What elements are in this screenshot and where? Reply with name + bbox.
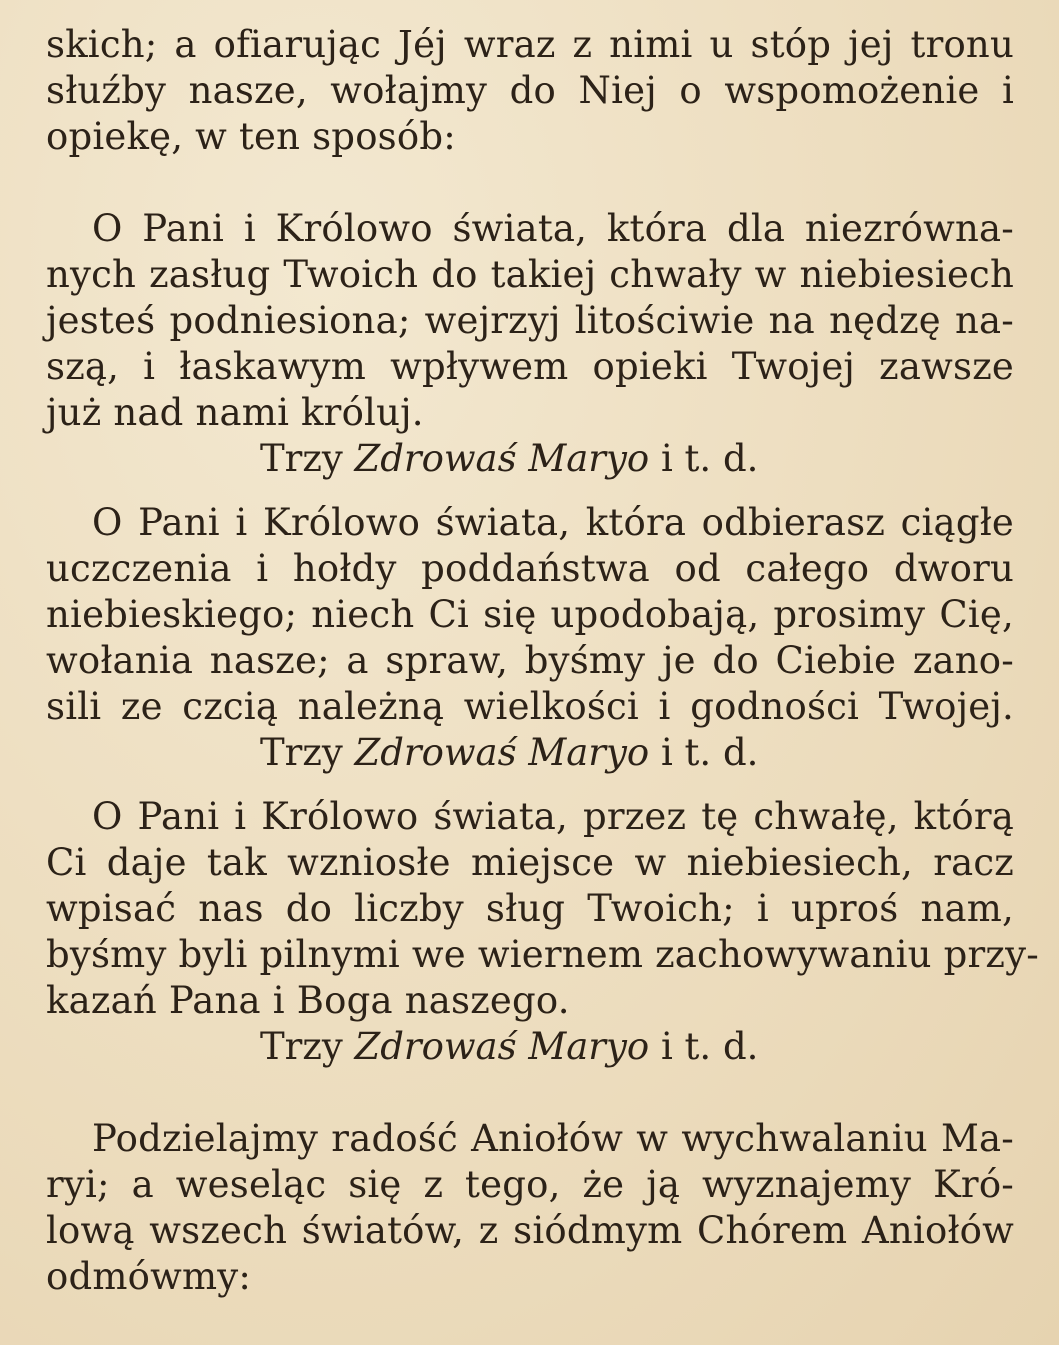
text-line: niebieskiego; niech Ci się upodobają, prosimy Cię, <box>46 593 1014 636</box>
text-line: opiekę, w ten sposób: <box>46 115 456 158</box>
text-line: szą, i łaskawym wpływem opieki Twojej zawsze <box>46 345 1014 388</box>
text-line: już nad nami króluj. <box>46 391 424 434</box>
text-line: ryi; a weseląc się z tego, że ją wyznajemy Kró- <box>46 1163 1014 1206</box>
refrain <box>46 436 1014 482</box>
text-line: O Pani i Królowo świata, która dla niezrówna- <box>92 207 1014 250</box>
paragraph-4 <box>46 794 1039 1070</box>
text-line: Podzielajmy radość Aniołów w wychwalaniu Ma- <box>92 1117 1014 1160</box>
refrain-post: i t. d. <box>660 1025 759 1068</box>
refrain-pre: Trzy <box>260 437 343 480</box>
text-line: O Pani i Królowo świata, która odbierasz ciągłe <box>92 501 1014 544</box>
text-line: słuźby nasze, wołajmy do Niej o wspomożenie i <box>46 69 1014 112</box>
text-line: nych zasług Twoich do takiej chwały w niebiesiech <box>46 253 1014 296</box>
text-line: skich; a ofiarując Jéj wraz z nimi u stóp jej tronu <box>46 23 1014 66</box>
paragraph-5 <box>46 1116 1014 1300</box>
refrain-italic: Zdrowaś Maryo <box>354 1025 650 1068</box>
refrain-post: i t. d. <box>660 731 759 774</box>
text-line: wołania nasze; a spraw, byśmy je do Ciebie zano- <box>46 639 1014 682</box>
text-line: lową wszech światów, z siódmym Chórem Aniołów <box>46 1209 1014 1252</box>
paragraph-2 <box>46 206 1014 482</box>
refrain-pre: Trzy <box>260 1025 343 1068</box>
refrain-italic: Zdrowaś Maryo <box>354 731 650 774</box>
refrain <box>46 730 1014 776</box>
text-line: byśmy byli pilnymi we wiernem zachowywaniu przy- <box>46 933 1039 976</box>
refrain <box>46 1024 1014 1070</box>
text-line: uczczenia i hołdy poddaństwa od całego dworu <box>46 547 1014 590</box>
text-line: Ci daje tak wzniosłe miejsce w niebiesiech, racz <box>46 841 1014 884</box>
text-line: sili ze czcią należną wielkości i godności Twojej. <box>46 685 1014 728</box>
paragraph-1 <box>46 22 1014 160</box>
refrain-italic: Zdrowaś Maryo <box>354 437 650 480</box>
text-line: jesteś podniesiona; wejrzyj litościwie na nędzę na- <box>46 299 1014 342</box>
text-line: odmówmy: <box>46 1255 252 1298</box>
paragraph-3 <box>46 500 1014 776</box>
refrain-post: i t. d. <box>660 437 759 480</box>
text-line: O Pani i Królowo świata, przez tę chwałę, którą <box>92 795 1014 838</box>
text-line: kazań Pana i Boga naszego. <box>46 979 570 1022</box>
refrain-pre: Trzy <box>260 731 343 774</box>
page-text <box>46 22 1039 1300</box>
text-line: wpisać nas do liczby sług Twoich; i uproś nam, <box>46 887 1014 930</box>
